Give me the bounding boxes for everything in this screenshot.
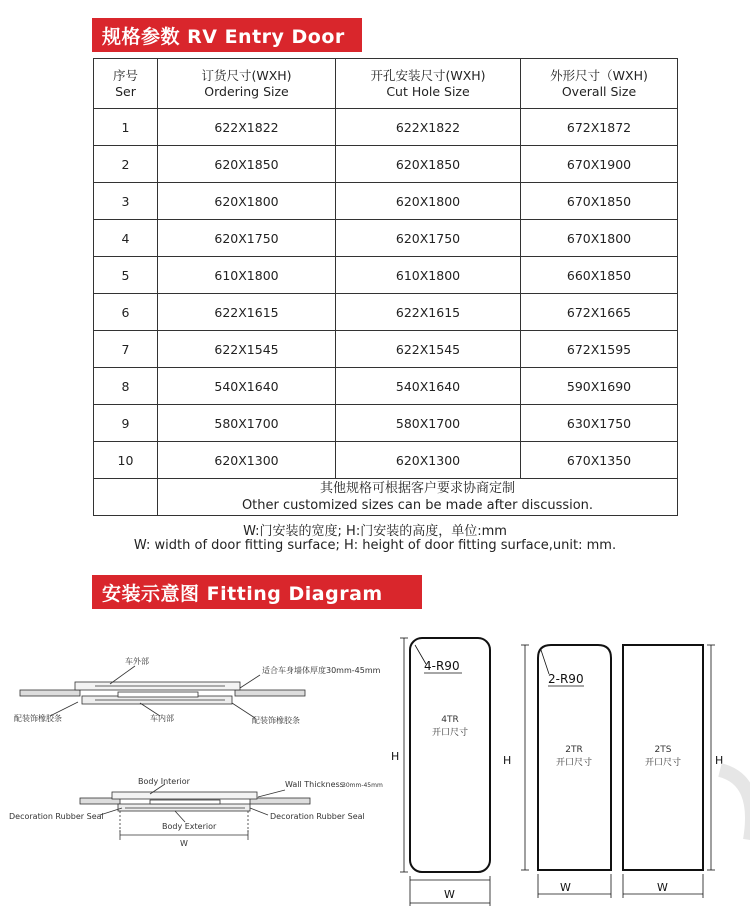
header-ordering-size [158, 59, 336, 109]
overall-size-cell: 670X1800 [521, 220, 678, 257]
cut-hole-size-cell: 622X1615 [336, 294, 521, 331]
units-note-en: W: width of door fitting surface; H: height of door fitting surface,unit: mm. [133, 538, 617, 553]
shape-2tr-cn: 开口尺寸 [555, 758, 593, 768]
shape-4tr-cn: 开口尺寸 [431, 728, 469, 738]
header-overall-cn: 外形尺寸（WXH) [550, 67, 648, 83]
spec-table-row [94, 405, 678, 442]
fitting-section-banner [92, 575, 422, 609]
spec-table-row [94, 257, 678, 294]
overall-size-cell: 590X1690 [521, 368, 678, 405]
ordering-size-cell: 610X1800 [158, 257, 336, 294]
overall-size-cell: 672X1665 [521, 294, 678, 331]
header-ser-en: Ser [115, 83, 136, 99]
en-rubber-left-label: Decoration Rubber Seal [9, 812, 104, 821]
cn-rubber-left-label: 配装饰橡胶条 [14, 714, 62, 723]
header-cut-hole-size [336, 59, 521, 109]
header-ordering-en: Ordering Size [204, 83, 289, 99]
shape-4tr-type: 4TR [441, 715, 459, 725]
en-wall-label: Wall Thickness [285, 780, 344, 789]
ser-cell: 2 [94, 146, 158, 183]
spec-table-row [94, 442, 678, 479]
header-cut-hole-en: Cut Hole Size [386, 83, 470, 99]
spec-table-row [94, 294, 678, 331]
spec-section-banner [92, 18, 362, 52]
ser-cell: 3 [94, 183, 158, 220]
overall-size-cell: 672X1595 [521, 331, 678, 368]
en-body-interior-label: Body Interior [138, 777, 190, 786]
spec-table-row [94, 220, 678, 257]
spec-table-row [94, 331, 678, 368]
header-ser-cn: 序号 [112, 67, 138, 83]
custom-note-cn: 其他规格可根据客户要求协商定制 [319, 481, 515, 496]
ordering-size-cell: 622X1822 [158, 109, 336, 146]
cut-hole-size-cell: 622X1545 [336, 331, 521, 368]
custom-note-en: Other customized sizes can be made after discussion. [241, 498, 594, 513]
header-ser [94, 59, 158, 109]
overall-size-cell: 660X1850 [521, 257, 678, 294]
cn-wall-label: 适合车身墙体厚度30mm-45mm [262, 666, 381, 675]
cn-outside-label: 车外部 [125, 657, 149, 666]
units-note-cn: W:门安装的宽度; H:门安装的高度，单位:mm [243, 524, 507, 539]
shape-2tr-type: 2TR [565, 745, 583, 755]
shape-4tr-h: H [391, 750, 400, 763]
header-overall-en: Overall Size [561, 83, 637, 99]
ser-cell: 5 [94, 257, 158, 294]
watermark-shape [720, 770, 750, 840]
cut-hole-size-cell: 620X1850 [336, 146, 521, 183]
overall-size-cell: 672X1872 [521, 109, 678, 146]
spec-table-row [94, 146, 678, 183]
ordering-size-cell: 622X1545 [158, 331, 336, 368]
cut-hole-size-cell: 610X1800 [336, 257, 521, 294]
shape-2ts-cn: 开口尺寸 [644, 758, 682, 768]
cut-hole-size-cell: 622X1822 [336, 109, 521, 146]
shape-2ts-type: 2TS [654, 745, 672, 755]
cn-rubber-right-label: 配装饰橡胶条 [252, 716, 300, 725]
overall-size-cell: 670X1350 [521, 442, 678, 479]
ser-cell: 1 [94, 109, 158, 146]
en-rubber-right-label: Decoration Rubber Seal [270, 812, 365, 821]
ordering-size-cell: 620X1300 [158, 442, 336, 479]
shape-4tr [400, 638, 490, 906]
shape-4tr-w: W [444, 888, 455, 901]
ser-cell: 6 [94, 294, 158, 331]
ser-cell: 4 [94, 220, 158, 257]
cut-hole-size-cell: 620X1750 [336, 220, 521, 257]
spec-table-row [94, 183, 678, 220]
custom-note-cell [158, 479, 678, 516]
ordering-size-cell: 620X1800 [158, 183, 336, 220]
spec-section-title: 规格参数 RV Entry Door [102, 25, 345, 48]
cn-inside-label: 车内部 [150, 714, 174, 723]
ordering-size-cell: 580X1700 [158, 405, 336, 442]
spec-table [93, 58, 678, 516]
en-body-exterior-label: Body Exterior [162, 822, 217, 831]
shape-2ts [623, 645, 715, 898]
shape-4tr-corner: 4-R90 [424, 659, 460, 673]
overall-size-cell: 670X1850 [521, 183, 678, 220]
fitting-section-title: 安装示意图 Fitting Diagram [102, 582, 383, 605]
en-wall-range-label: 30mm-45mm [342, 782, 383, 789]
spec-table-row [94, 368, 678, 405]
cut-hole-size-cell: 620X1300 [336, 442, 521, 479]
custom-note-row [94, 479, 678, 516]
spec-table-row [94, 109, 678, 146]
cut-hole-size-cell: 620X1800 [336, 183, 521, 220]
shape-2tr-w: W [560, 881, 571, 894]
shape-2ts-h: H [715, 754, 724, 767]
overall-size-cell: 630X1750 [521, 405, 678, 442]
shape-2ts-w: W [657, 881, 668, 894]
header-cut-hole-cn: 开孔安装尺寸(WXH) [370, 67, 486, 83]
en-w-label: W [180, 839, 188, 848]
fitting-diagram [0, 615, 750, 916]
ser-cell: 9 [94, 405, 158, 442]
header-overall-size [521, 59, 678, 109]
spec-table-header-row [94, 59, 678, 109]
ordering-size-cell: 622X1615 [158, 294, 336, 331]
ordering-size-cell: 540X1640 [158, 368, 336, 405]
ser-cell: 10 [94, 442, 158, 479]
header-ordering-cn: 订货尺寸(WXH) [201, 67, 292, 83]
shape-2tr-h: H [503, 754, 512, 767]
ordering-size-cell: 620X1850 [158, 146, 336, 183]
cut-hole-size-cell: 580X1700 [336, 405, 521, 442]
ser-cell: 8 [94, 368, 158, 405]
note-empty-cell [94, 479, 158, 516]
cut-hole-size-cell: 540X1640 [336, 368, 521, 405]
ser-cell: 7 [94, 331, 158, 368]
overall-size-cell: 670X1900 [521, 146, 678, 183]
shape-2tr-corner: 2-R90 [548, 672, 584, 686]
ordering-size-cell: 620X1750 [158, 220, 336, 257]
